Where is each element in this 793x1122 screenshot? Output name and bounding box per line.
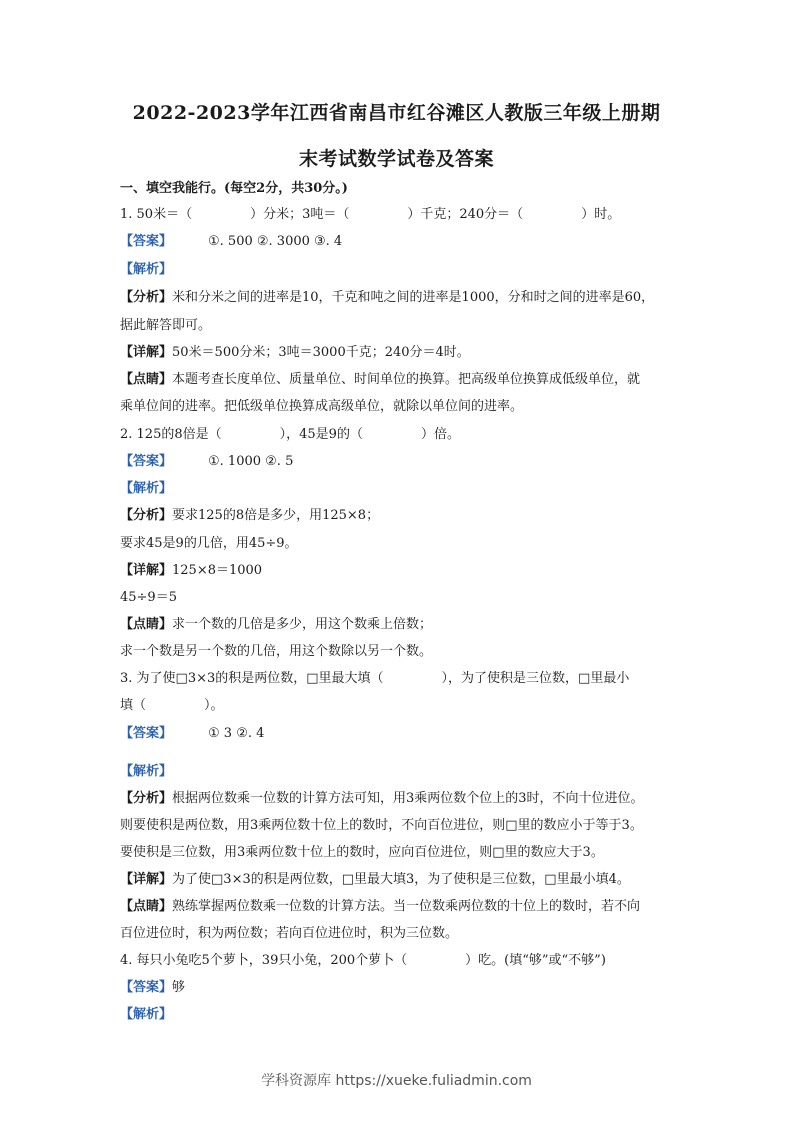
question-2 bbox=[120, 426, 680, 444]
answer-tag: 【答案】 bbox=[120, 234, 173, 249]
q1-answer bbox=[120, 233, 680, 251]
q3-answer bbox=[120, 725, 680, 743]
q4-text-b: ）吃。(填“够”或“不够”) bbox=[465, 953, 606, 968]
section-heading: 一、填空我能行。(每空2分，共30分。) bbox=[120, 181, 348, 196]
comment-tag: 【点睛】 bbox=[120, 372, 173, 387]
q1-comment-1 bbox=[120, 371, 680, 389]
q2-text-c: ）倍。 bbox=[420, 427, 460, 442]
q3-text-a: 3. 为了使□3×3的积是两位数，□里最大填（ bbox=[120, 671, 384, 686]
detail-tag: 【详解】 bbox=[120, 345, 173, 360]
q1-text-b: ）分米；3吨＝（ bbox=[250, 207, 350, 222]
q4-answer-value: 够 bbox=[172, 980, 186, 995]
q1-detail-text: 50米＝500分米；3吨＝3000千克；240分＝4时。 bbox=[172, 345, 470, 360]
q3-analysis-1 bbox=[120, 790, 680, 808]
q1-detail bbox=[120, 344, 680, 362]
q3-comment-1 bbox=[120, 898, 680, 916]
q4-jiexi-tag: 【解析】 bbox=[120, 1007, 173, 1022]
q1-comment-text-1: 本题考查长度单位、质量单位、时间单位的换算。把高级单位换算成低级单位，就 bbox=[172, 372, 641, 387]
q3-analysis-3: 要使积是三位数，用3乘两位数十位上的数时，应向百位进位，则□里的数应大于3。 bbox=[120, 845, 604, 860]
q2-answer-value: ①. 1000 ②. 5 bbox=[208, 454, 294, 469]
question-1 bbox=[120, 206, 680, 224]
q2-detail-2: 45÷9＝5 bbox=[120, 590, 177, 605]
detail-tag: 【详解】 bbox=[120, 872, 173, 887]
detail-tag: 【详解】 bbox=[120, 563, 173, 578]
q2-comment-1 bbox=[120, 616, 680, 634]
q3-text-c: 填（ bbox=[120, 698, 147, 713]
q2-comment-2: 求一个数是另一个数的几倍，用这个数除以另一个数。 bbox=[120, 644, 433, 659]
q2-detail-text-1: 125×8＝1000 bbox=[172, 563, 263, 578]
page-title-line2: 末考试数学试卷及答案 bbox=[298, 148, 494, 170]
analysis-tag: 【分析】 bbox=[120, 508, 173, 523]
q4-answer bbox=[120, 979, 680, 997]
answer-tag: 【答案】 bbox=[120, 726, 173, 741]
answer-tag: 【答案】 bbox=[120, 980, 173, 995]
q4-text-a: 4. 每只小兔吃5个萝卜，39只小兔，200个萝卜（ bbox=[120, 953, 408, 968]
q3-fenxi-1: 根据两位数乘一位数的计算方法可知，用3乘两位数个位上的3时，不向十位进位。 bbox=[172, 791, 644, 806]
q1-text-a: 1. 50米＝（ bbox=[120, 207, 193, 222]
q3-comment-text-1: 熟练掌握两位数乘一位数的计算方法。当一位数乘两位数的十位上的数时，若不向 bbox=[172, 899, 641, 914]
q2-fenxi-1: 要求125的8倍是多少，用125×8； bbox=[172, 508, 380, 523]
question-4 bbox=[120, 952, 680, 970]
q2-detail-1 bbox=[120, 562, 680, 580]
q2-text-b: ），45是9的（ bbox=[279, 427, 363, 442]
q3-analysis-2: 则要使积是两位数，用3乘两位数十位上的数时，不向百位进位，则□里的数应小于等于3。 bbox=[120, 818, 643, 833]
q1-text-d: ）时。 bbox=[581, 207, 621, 222]
footer-watermark: 学科资源库 https://xueke.fuliadmin.com bbox=[261, 1073, 532, 1089]
q3-jiexi-tag: 【解析】 bbox=[120, 764, 173, 779]
q1-analysis-2: 据此解答即可。 bbox=[120, 318, 212, 333]
analysis-tag: 【分析】 bbox=[120, 290, 173, 305]
question-3-line1 bbox=[120, 670, 680, 688]
q1-fenxi-1: 米和分米之间的进率是10，千克和吨之间的进率是1000，分和时之间的进率是60， bbox=[172, 290, 655, 305]
q3-text-b: ），为了使积是三位数，□里最小 bbox=[441, 671, 630, 686]
q3-answer-value: ① 3 ②. 4 bbox=[208, 726, 265, 741]
q2-analysis-2: 要求45是9的几倍，用45÷9。 bbox=[120, 536, 298, 551]
q1-analysis-1 bbox=[120, 289, 680, 307]
q2-answer bbox=[120, 453, 680, 471]
q2-text-a: 2. 125的8倍是（ bbox=[120, 427, 222, 442]
q2-jiexi-tag: 【解析】 bbox=[120, 481, 173, 496]
page-title-line1: 2022-2023学年江西省南昌市红谷滩区人教版三年级上册期 bbox=[132, 102, 661, 124]
answer-tag: 【答案】 bbox=[120, 454, 173, 469]
q1-text-c: ）千克；240分＝（ bbox=[407, 207, 524, 222]
q3-comment-2: 百位进位时，积为两位数；若向百位进位时，积为三位数。 bbox=[120, 926, 459, 941]
analysis-tag: 【分析】 bbox=[120, 791, 173, 806]
q2-analysis-1 bbox=[120, 507, 680, 525]
q3-text-d: ）。 bbox=[204, 698, 224, 713]
question-3-line2 bbox=[120, 697, 680, 715]
q1-answer-value: ①. 500 ②. 3000 ③. 4 bbox=[208, 234, 343, 249]
comment-tag: 【点睛】 bbox=[120, 617, 173, 632]
q3-detail bbox=[120, 871, 680, 889]
q1-jiexi-tag: 【解析】 bbox=[120, 262, 173, 277]
q3-detail-text: 为了使□3×3的积是两位数，□里最大填3，为了使积是三位数，□里最小填4。 bbox=[172, 872, 630, 887]
q1-comment-2: 乘单位间的进率。把低级单位换算成高级单位，就除以单位间的进率。 bbox=[120, 399, 524, 414]
q2-comment-text-1: 求一个数的几倍是多少，用这个数乘上倍数； bbox=[172, 617, 433, 632]
comment-tag: 【点睛】 bbox=[120, 899, 173, 914]
